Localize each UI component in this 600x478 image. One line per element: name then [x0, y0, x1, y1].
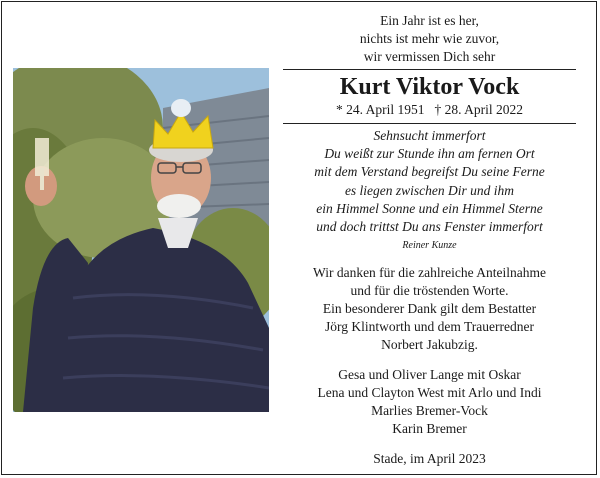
birth-date: * 24. April 1951 [335, 102, 425, 117]
life-dates [283, 101, 576, 119]
top-divider [283, 69, 576, 70]
thanks-line: Ein besonderer Dank gilt dem Bestatter [322, 301, 537, 316]
thanks-line: und für die tröstenden Worte. [350, 283, 509, 298]
deceased-name: Kurt Viktor Vock [339, 74, 520, 100]
poem-line: Du weißt zur Stunde ihn am fernen Ort [324, 146, 535, 162]
family-line: Marlies Bremer-Vock [371, 403, 488, 418]
notice-text-column [283, 0, 576, 478]
death-date: † 28. April 2022 [434, 102, 524, 117]
thanks-line: Norbert Jakubzig. [381, 337, 478, 352]
poem-line: Sehnsucht immerfort [373, 128, 486, 143]
poem-line: es liegen zwischen Dir und ihm [344, 182, 515, 198]
place-and-date: Stade, im April 2023 [373, 451, 486, 466]
family-line: Gesa und Oliver Lange mit Oskar [338, 367, 521, 382]
poem-line: ein Himmel Sonne und ein Himmel Sterne [316, 200, 543, 216]
motto-line: nichts ist mehr wie zuvor, [359, 31, 500, 46]
poem-line: und doch trittst Du ans Fenster immerfort [316, 219, 543, 235]
poem [283, 127, 576, 236]
thanks-line: Wir danken für die zahlreiche Anteilnahme [313, 265, 546, 280]
memorial-motto [283, 12, 576, 66]
family-line: Lena und Clayton West mit Arlo und Indi [317, 385, 542, 400]
portrait-photo [13, 68, 269, 412]
motto-line: wir vermissen Dich sehr [363, 49, 496, 64]
family-line: Karin Bremer [392, 421, 467, 436]
bottom-divider [283, 123, 576, 124]
family-signatures [283, 366, 576, 438]
poem-author: Reiner Kunze [402, 240, 457, 251]
thanks-line: Jörg Klintworth und dem Trauerredner [325, 319, 534, 334]
poem-line: mit dem Verstand begreifst Du seine Ferne [314, 164, 545, 180]
thanks-message [283, 264, 576, 354]
motto-line: Ein Jahr ist es her, [380, 13, 479, 28]
